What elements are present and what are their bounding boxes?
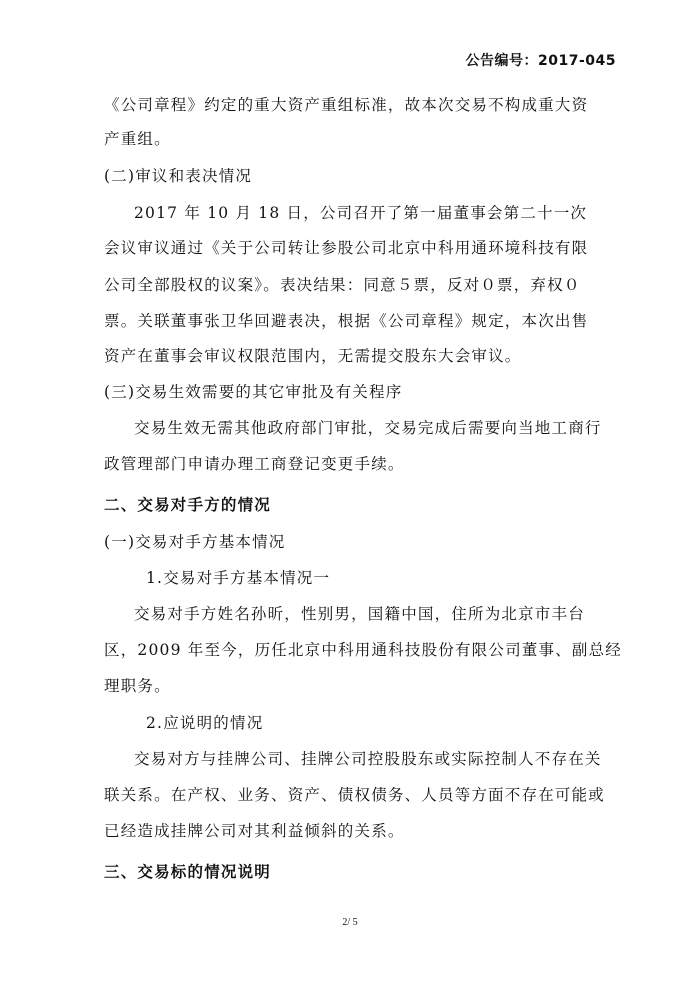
body-line: 政管理部门申请办理工商登记变更手续。	[104, 455, 405, 473]
section-subheading: (三)交易生效需要的其它审批及有关程序	[104, 383, 403, 401]
doc-number: 公告编号：2017-045	[465, 53, 616, 69]
body-line: 会议审议通过《关于公司转让参股公司北京中科用通环境科技有限	[104, 239, 589, 257]
section-subheading: (一)交易对手方基本情况	[104, 533, 286, 551]
body-line: 产重组。	[104, 130, 171, 148]
body-line: 交易生效无需其他政府部门审批，交易完成后需要向当地工商行	[134, 419, 602, 437]
body-line: 公司全部股权的议案》。表决结果：同意５票，反对０票，弃权０	[104, 276, 581, 294]
body-line: 理职务。	[104, 677, 171, 695]
body-line: 交易对手方姓名孙昕，性别男，国籍中国，住所为北京市丰台	[134, 605, 585, 623]
list-item-heading: 2.应说明的情况	[146, 714, 264, 732]
body-line: 联关系。在产权、业务、资产、债权债务、人员等方面不存在可能或	[104, 786, 606, 804]
body-line: 区，2009 年至今，历任北京中科用通科技股份有限公司董事、副总经	[104, 641, 622, 659]
section-heading: 二、交易对手方的情况	[104, 496, 272, 514]
page-number: 2/ 5	[342, 917, 358, 928]
body-line: 票。关联董事张卫华回避表决，根据《公司章程》规定，本次出售	[104, 312, 589, 330]
body-line: 2017 年 10 月 18 日，公司召开了第一届董事会第二十一次	[134, 204, 588, 222]
body-line: 资产在董事会审议权限范围内，无需提交股东大会审议。	[104, 347, 522, 365]
section-heading: 三、交易标的情况说明	[104, 863, 272, 881]
body-line: 《公司章程》约定的重大资产重组标准，故本次交易不构成重大资	[104, 96, 589, 114]
body-line: 交易对方与挂牌公司、挂牌公司控股股东或实际控制人不存在关	[134, 750, 602, 768]
section-subheading: (二)审议和表决情况	[104, 167, 253, 185]
list-item-heading: 1.交易对手方基本情况一	[146, 569, 331, 587]
body-line: 已经造成挂牌公司对其利益倾斜的关系。	[104, 822, 405, 840]
